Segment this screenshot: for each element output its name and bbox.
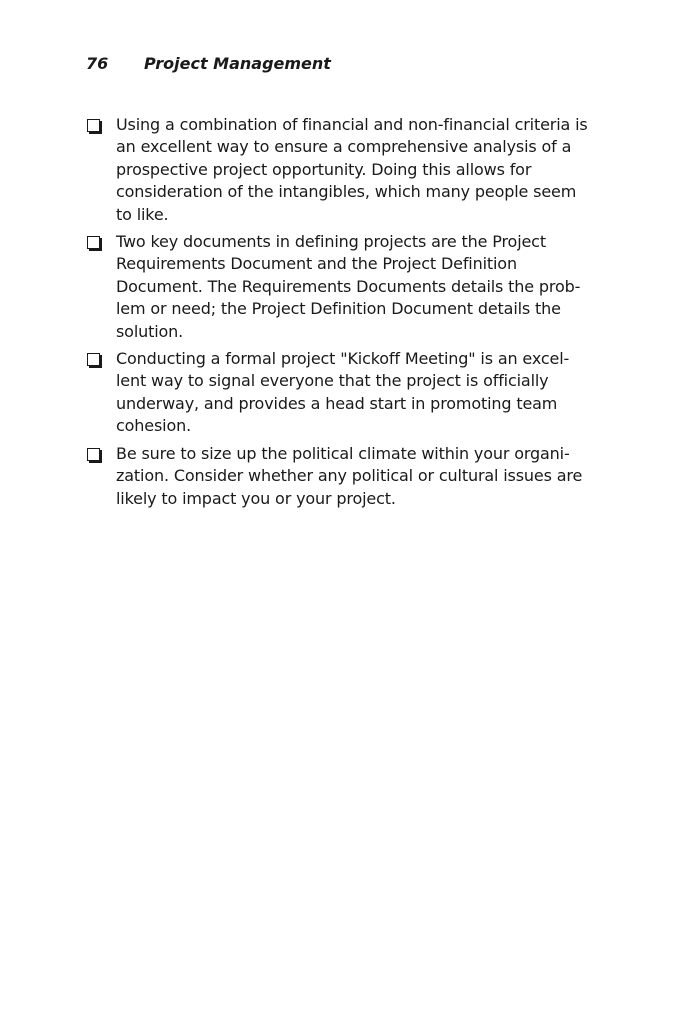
summary-bullet-list: [86, 114, 596, 515]
chapter-title: Project Management: [144, 54, 331, 73]
list-item-text: Two key documents in defining projects are the Project Requirements Document and the Project Definition Document. The Requirements Documents details the prob-lem or need; the Project Definition Document details the solution.: [116, 232, 581, 341]
list-item-text: Be sure to size up the political climate within your organi-zation. Consider whether any political or cultural issues are likely to impact you or your project.: [116, 443, 583, 508]
checkbox-icon: [87, 353, 100, 366]
page-number: 76: [86, 54, 109, 73]
checkbox-icon: [87, 448, 100, 461]
list-item: [86, 231, 596, 343]
list-item-text: Conducting a formal project "Kickoff Meeting" is an excel-lent way to signal everyone that the project is officially underway, and provides a head start in promoting team cohesion.: [116, 349, 570, 436]
list-item-text: Using a combination of financial and non-financial criteria is an excellent way to ensure a comprehensive analysis of a prospective project opportunity. Doing this allows for consideration of the intangibles, which many people seem to like.: [116, 115, 588, 224]
checkbox-icon: [87, 236, 100, 249]
list-item: [86, 114, 596, 226]
running-header: [86, 54, 331, 74]
list-item: [86, 348, 596, 438]
checkbox-icon: [87, 119, 100, 132]
list-item: [86, 443, 596, 510]
